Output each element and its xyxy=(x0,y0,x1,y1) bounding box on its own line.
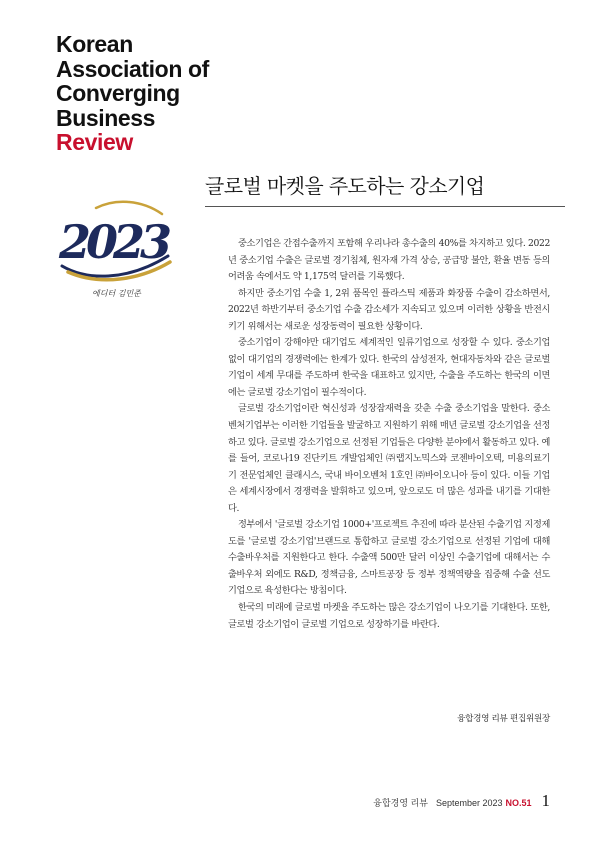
journal-title-line-3: Converging xyxy=(56,80,180,106)
footer-journal-name: 융합경영 리뷰 xyxy=(373,798,428,808)
journal-title-line-2: Association of xyxy=(56,55,209,82)
paragraph-1: 중소기업은 간접수출까지 포함해 우리나라 총수출의 40%를 차지하고 있다. 2022년 중소기업 수출은 글로벌 경기침체, 원자재 가격 상승, 공급망 불안, 환율 변동 등의 어려움 속에서도 약 1,175억 달러를 기록했다. xyxy=(228,238,550,283)
paragraph-5: 정부에서 '글로벌 강소기업 1000+'프로젝트 추진에 따라 분산된 수출기업 지정제도를 '글로벌 강소기업'브랜드로 통합하고 글로벌 강소기업으로 선정된 기업에 대해 수출바우처를 지원한다고 한다. 수출액 500만 달러 이상인 수출기업에 대해서는 수출바우처 외에도 R&D, 정책금융, 스마트공장 등 정부 정책역량을 집중해 수출 선도기업으로 육성한다는 방침이다. xyxy=(228,519,550,597)
journal-title xyxy=(56,32,256,155)
journal-title-accent: Review xyxy=(56,129,133,155)
title-divider xyxy=(205,206,565,207)
article-title: 글로벌 마켓을 주도하는 강소기업 xyxy=(205,174,485,198)
page-footer xyxy=(373,791,550,811)
page-number: 1 xyxy=(541,791,550,810)
paragraph-4: 글로벌 강소기업이란 혁신성과 성장잠재력을 갖춘 수출 중소기업을 말한다. 중소벤처기업부는 이러한 기업들을 발굴하고 지원하기 위해 매년 글로벌 강소기업을 선정하고 있다. 글로벌 강소기업으로 선정된 기업들은 다양한 분야에서 활동하고 있다. 예를 들어, 코로나19 진단키트 개발업체인 ㈜랩지노믹스와 코젠바이오텍, 미용의료기기 전문업체인 클래시스, 국내 바이오벤처 1호인 ㈜바이오니아 등이 있다. 이들 기업은 세계시장에서 경쟁력을 발휘하고 있으며, 앞으로도 더 많은 성과를 내기를 기대한다. xyxy=(228,403,550,514)
year-2023-logo xyxy=(56,196,174,284)
year-2023-logo-text: 2023 xyxy=(59,215,168,269)
logo-swash-gold-top xyxy=(96,202,162,214)
journal-title-line-1: Korean xyxy=(56,31,133,57)
footer-date: September 2023 xyxy=(435,798,503,808)
paragraph-3: 중소기업이 강해야만 대기업도 세계적인 일류기업으로 성장할 수 있다. 중소기업 없이 대기업의 경쟁력에는 한계가 있다. 한국의 삼성전자, 현대자동차와 같은 글로벌 기업이 세계 무대를 주도하며 한국을 대표하고 있지만, 수출을 주도하는 한국의 이면에는 글로벌 강소기업이 필수적이다. xyxy=(228,337,550,398)
paragraph-6: 한국의 미래에 글로벌 마켓을 주도하는 많은 강소기업이 나오기를 기대한다. 또한, 글로벌 강소기업이 글로벌 기업으로 성장하기를 바란다. xyxy=(228,602,550,630)
paragraph-2: 하지만 중소기업 수출 1, 2위 품목인 플라스틱 제품과 화장품 수출이 감소하면서, 2022년 하반기부터 중소기업 수출 감소세가 지속되고 있으며 이러한 상황을 반전시키기 위해서는 새로운 성장동력이 필요한 상황이다. xyxy=(228,287,550,332)
footer-issue: NO.51 xyxy=(505,798,532,808)
logo-signature: 에디터 김민준 xyxy=(92,289,141,298)
author-signature: 융합경영 리뷰 편집위원장 xyxy=(457,714,550,724)
article-body xyxy=(228,236,550,633)
journal-title-line-4: Business xyxy=(56,104,156,131)
